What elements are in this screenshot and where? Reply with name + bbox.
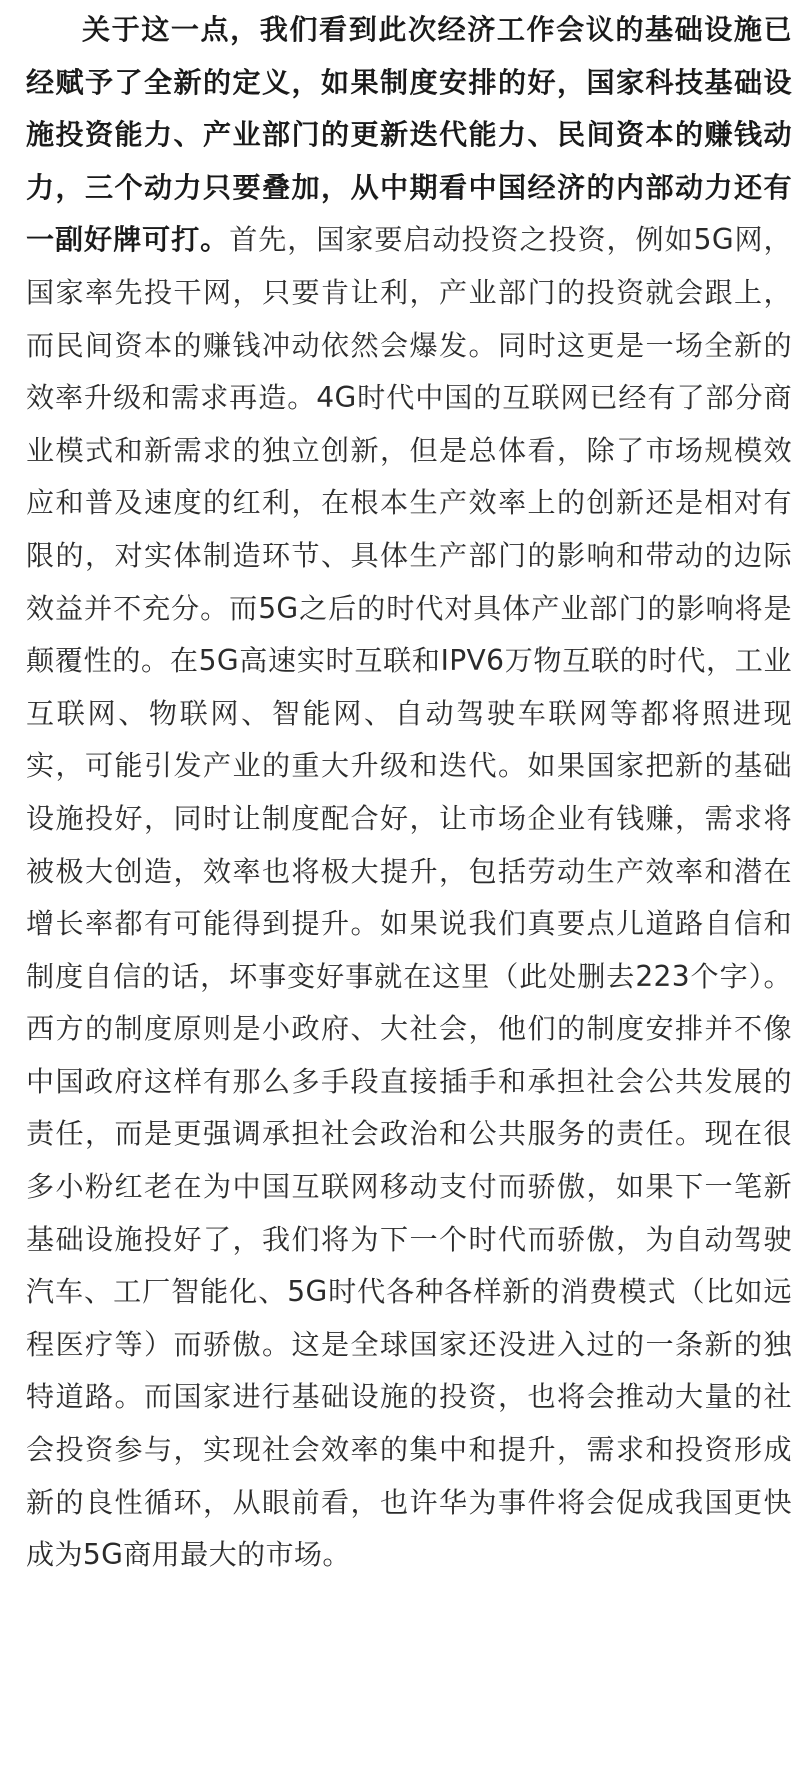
bold-lead-sentence: 关于这一点，我们看到此次经济工作会议的基础设施已经赋予了全新的定义，如果制度安排的好，国家科技基础设施投资能力、产业部门的更新迭代能力、民间资本的赚钱动力，三个动力只要叠加，从中期看中国经济的内部动力还有一副好牌可打。 (26, 13, 792, 257)
article-body (26, 4, 792, 1761)
body-text: 首先，国家要启动投资之投资，例如5G网，国家率先投干网，只要肯让利，产业部门的投资就会跟上，而民间资本的赚钱冲动依然会爆发。同时这更是一场全新的效率升级和需求再造。4G时代中国的互联网已经有了部分商业模式和新需求的独立创新，但是总体看，除了市场规模效应和普及速度的红利，在根本生产效率上的创新还是相对有限的，对实体制造环节、具体生产部门的影响和带动的边际效益并不充分。而5G之后的时代对具体产业部门的影响将是颠覆性的。在5G高速实时互联和IPV6万物互联的时代，工业互联网、物联网、智能网、自动驾驶车联网等都将照进现实，可能引发产业的重大升级和迭代。如果国家把新的基础设施投好，同时让制度配合好，让市场企业有钱赚，需求将被极大创造，效率也将极大提升，包括劳动生产效率和潜在增长率都有可能得到提升。如果说我们真要点儿道路自信和制度自信的话，坏事变好事就在这里（此处删去223个字）。西方的制度原则是小政府、大社会，他们的制度安排并不像中国政府这样有那么多手段直接插手和承担社会公共发展的责任，而是更强调承担社会政治和公共服务的责任。现在很多小粉红老在为中国互联网移动支付而骄傲，如果下一笔新基础设施投好了，我们将为下一个时代而骄傲，为自动驾驶汽车、工厂智能化、5G时代各种各样新的消费模式（比如远程医疗等）而骄傲。这是全球国家还没进入过的一条新的独特道路。而国家进行基础设施的投资，也将会推动大量的社会投资参与，实现社会效率的集中和提升，需求和投资形成新的良性循环，从眼前看，也许华为事件将会促成我国更快成为5G商用最大的市场。 (26, 223, 792, 1572)
article-paragraph (26, 4, 792, 1582)
